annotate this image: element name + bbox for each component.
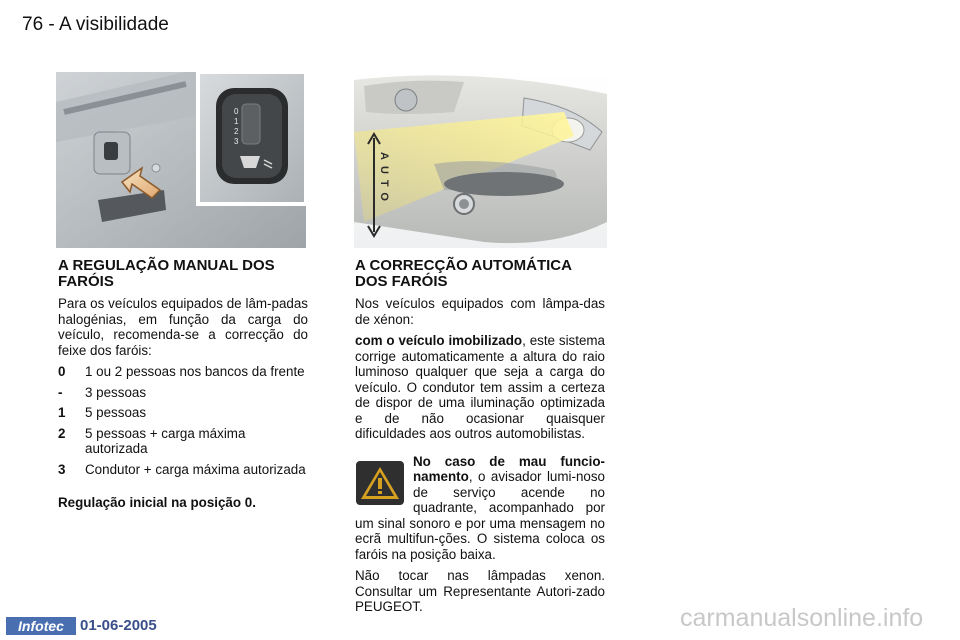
right-column [355,258,605,621]
list-item-text: 5 pessoas [85,405,147,420]
list-item-text: 3 pessoas [85,384,147,400]
car-front-illustration [354,72,607,248]
auto-label: AUTO [378,152,390,207]
switch-mark-1: 1 [234,117,239,126]
list-item-text: 5 pessoas + carga máxima autorizada [85,425,246,456]
page-header [22,14,169,36]
immobilized-paragraph [355,333,605,442]
list-item-key: 3 [58,461,66,477]
list-item-key: - [58,384,63,400]
initial-setting-note: Regulação inicial na posição 0. [58,495,256,510]
list-item [58,462,308,478]
automatic-correction-intro: Nos veículos equipados com lâmpa-das de xénon: [355,296,605,327]
list-item-key: 2 [58,425,66,441]
immobilized-bold: com o veículo imobilizado [355,333,523,348]
xenon-warning-paragraph: Não tocar nas lâmpadas xenon. Consultar um Representante Autori-zado PEUGEOT. [355,568,605,614]
headlamp-switch-figure [56,72,306,248]
automatic-correction-heading: A CORRECÇÃO AUTOMÁTICA DOS FARÓIS [355,257,572,290]
manual-adjustment-heading: A REGULAÇÃO MANUAL DOS FARÓIS [58,257,275,290]
list-item-key: 0 [58,364,66,379]
immobilized-text: , este sistema corrige automaticamente a altura do raio luminoso qualquer que seja a carga do veículo. O condutor tem assim a certeza de dispor de uma iluminação optimizada e de não ocasionar quaisquer dificuldades aos outros automobilistas. [355,333,606,441]
dashboard-illustration [56,72,306,248]
list-item [58,385,308,401]
list-item-text: Condutor + carga máxima autorizada [85,461,306,477]
list-item [58,364,308,380]
switch-mark-3: 3 [234,137,239,146]
switch-mark-0: 0 [234,107,239,116]
page-title: A visibilidade [58,14,169,35]
warning-icon [355,460,405,506]
manual-adjustment-intro: Para os veículos equipados de lâm-padas halogénias, em função da carga do veículo, recomenda-se a correcção do feixe dos faróis: [58,296,308,358]
left-column [58,258,308,517]
page-number: 76 [22,14,44,35]
footer-date: 01-06-2005 [80,617,157,634]
list-item [58,405,308,421]
list-item-text: 1 ou 2 pessoas nos bancos da frente [85,364,305,379]
switch-mark-2: 2 [234,127,239,136]
fault-paragraph [355,454,605,563]
infotec-logo: Infotec [6,617,76,635]
list-item [58,426,308,457]
header-separator: - [48,14,55,35]
list-item-key: 1 [58,405,66,420]
fault-text: , o avisador lumi-noso de serviço acende no quadrante, acompanhado por um sinal sonoro e por uma mensagem no ecrã multifun-ções. O sistema coloca os faróis na posição baixa. [355,469,605,562]
fault-bold: No caso de mau funcio-namento [413,453,605,484]
automatic-correction-figure [354,72,607,248]
watermark: carmanualsonline.info [680,604,924,632]
